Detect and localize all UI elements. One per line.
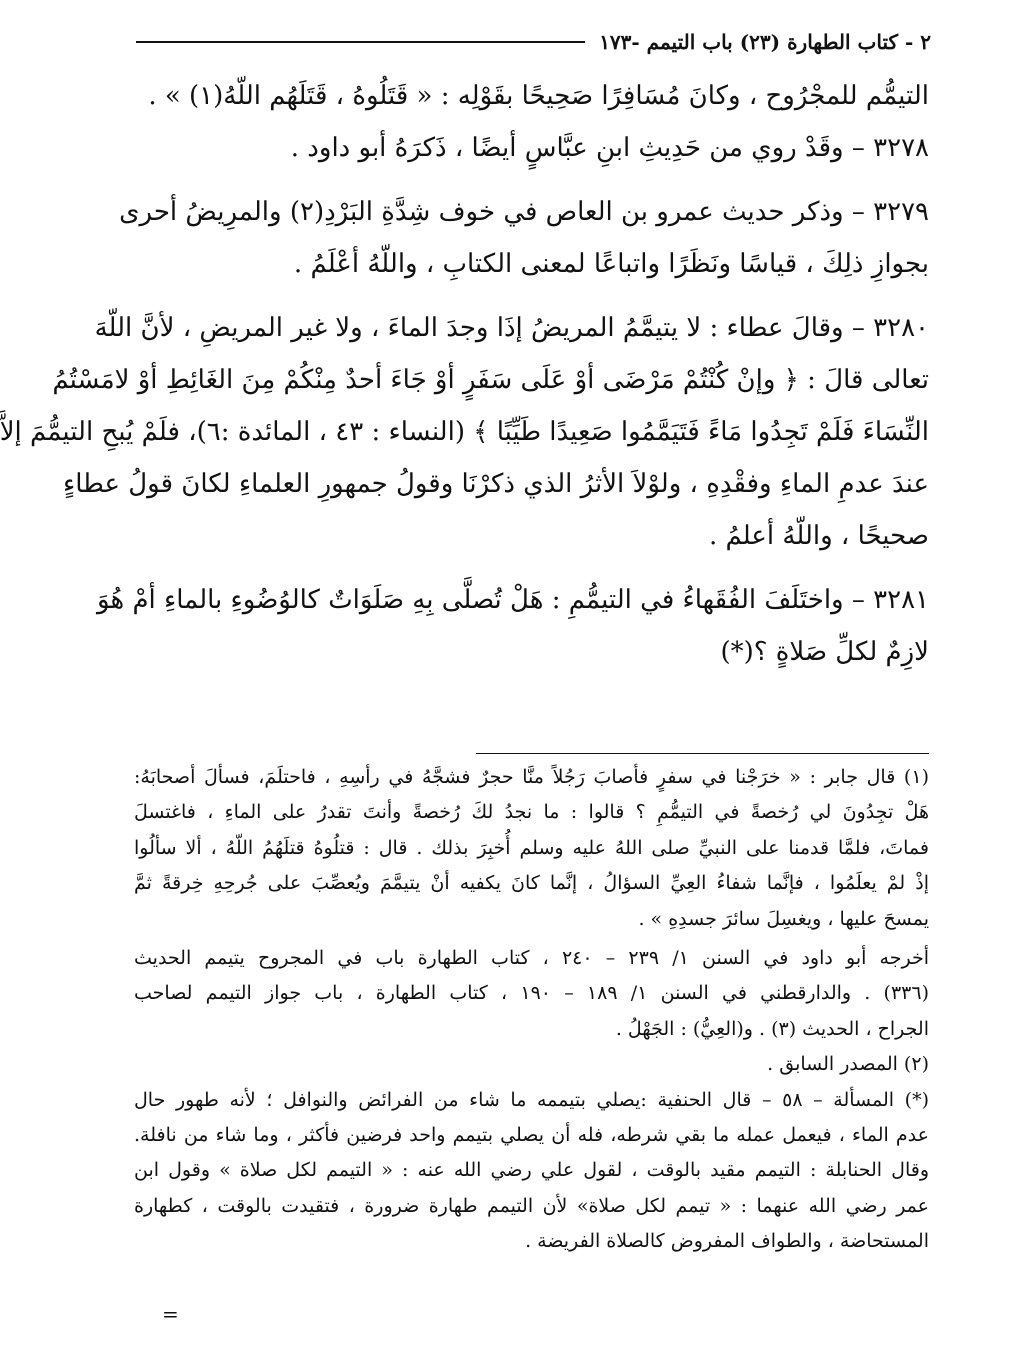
footnote-issue-58: (*) المسألة – ٥٨ – قال الحنفية :يصلي بتيممه ما شاء من الفرائض والنوافل ؛ لأنه طهور حال	[134, 1088, 930, 1111]
footnote-source: أخرجه أبو داود في السنن ١/ ٢٣٩ – ٢٤٠ ، كتاب الطهارة باب في المجروح يتيمم الحديث	[134, 946, 929, 969]
paragraph-line: بجوازِ ذلِكَ ، قياسًا ونَظَرًا واتباعًا لمعنى الكتابِ ، واللّهُ أعْلَمُ .	[293, 249, 929, 279]
paragraph-3279: ٣٢٧٩ – وذكر حديث عمرو بن العاص في خوف شِدَّةِ البَرْدِ(٢) والمرِيضُ أحرى	[119, 197, 929, 227]
footnote-line: المستحاضة ، والطواف المفروض كالصلاة الفريضة .	[525, 1230, 929, 1253]
continuation-mark: =	[162, 1302, 179, 1326]
footnote-1: (١) قال جابر : « خرَجْنا في سفرٍ فأصابَ رَجُلاً منَّا حجرٌ فشجَّهُ في رأسِهِ ، فاحتلَمَ، فسألَ أصحابَهُ:	[134, 766, 929, 788]
paragraph-line: عندَ عدمِ الماءِ وفقْدِهِ ، ولوْلاَ الأثرُ الذي ذكرْنَا وقولُ جمهورِ العلماءِ لكانَ قولُ عطاءٍ	[63, 469, 929, 499]
running-title: ٢ - كتاب الطهارة (٢٣) باب التيمم -١٧٣	[599, 30, 931, 54]
footnote-line: إذْ لمْ يعلَمُوا ، فإنَّما شفاءُ العِيِّ السؤالُ ، إنَّما كانَ يكفيه أنْ يتيمَّمَ ويُعصِّبَ على جُرحِهِ خِرقةً ثمَّ	[134, 872, 929, 895]
footnote-line: يمسحَ عليها ، ويغسِلَ سائرَ جسدِهِ » .	[638, 907, 929, 930]
paragraph-3280: ٣٢٨٠ – وقالَ عطاء : لا يتيمَّمُ المريضُ إذَا وجدَ الماءَ ، ولا غير المريضِ ، لأنَّ اللّهَ	[94, 313, 929, 343]
footnote-line: وقال الحنابلة : التيمم مقيد بالوقت ، لقول علي رضي الله عنه : « التيمم لكل صلاة » وقول ابن	[134, 1159, 929, 1182]
footnote-line: عدم الماء ، فيعمل عمله ما بقي شرطه، فله أن يصلي بتيمم واحد فرضين فأكثر ، وما شاء من نافلة.	[134, 1123, 929, 1146]
paragraph-line: تعالى قالَ : ﴿ وإنْ كُنْتُمْ مَرْضَى أوْ عَلَى سَفَرٍ أوْ جَاءَ أحدٌ مِنْكُمْ مِنَ الغَائِطِ أوْ لامَسْتُمُ	[52, 365, 929, 395]
paragraph-line: التيمُّم للمجْرُوح ، وكانَ مُسَافِرًا صَحِيحًا بقَوْلِه : « قَتَلُوهُ ، قَتَلَهُم اللّهُ(١) » .	[148, 81, 929, 111]
running-header	[136, 22, 931, 62]
paragraph-3281: ٣٢٨١ – واختَلَفَ الفُقَهاءُ في التيمُّمِ : هَلْ تُصلَّى بِهِ صَلَوَاتٌ كالوُضُوءِ بالماءِ أمْ هُوَ	[97, 585, 929, 615]
paragraph-line: النِّسَاءَ فَلَمْ تَجِدُوا مَاءً فَتَيَمَّمُوا صَعِيدًا طَيِّبًا ﴾ (النساء : ٤٣ ، المائدة :٦)، فلَمْ يُبحِ التيمُّمَ إلاَّ	[0, 417, 929, 447]
footnote-line: الجراح ، الحديث (٣) . و(العِيُّ) : الجَهْلُ .	[615, 1017, 929, 1040]
main-text	[0, 70, 929, 678]
footnote-2: (٢) المصدر السابق .	[767, 1053, 929, 1076]
paragraph-line: لازِمٌ لكلِّ صَلاةٍ ؟(*)	[720, 637, 929, 667]
footnote-separator	[476, 753, 929, 754]
header-rule	[136, 41, 585, 43]
footnotes	[134, 760, 929, 1259]
footnote-line: (٣٣٦) . والدارقطني في السنن ١/ ١٨٩ – ١٩٠ ، كتاب الطهارة ، باب جواز التيمم لصاحب	[134, 982, 929, 1005]
paragraph-line: صحيحًا ، واللّهُ أعلمُ .	[708, 521, 929, 551]
footnote-line: عمر رضي الله عنهما : « تيمم لكل صلاة» لأن التيمم طهارة ضرورة ، فتقيدت بالوقت ، كطهارة	[134, 1194, 929, 1217]
footnote-line: فماتَ، فلمَّا قدمنا على النبيِّ صلى اللهُ عليه وسلم أُخبِرَ بذلك . قال : قتلُوهُ قتلَهُمُ اللّهُ ، ألا سألُوا	[134, 836, 929, 859]
footnote-line: هَلْ تجِدُونَ لي رُخصةً في التيمُّمِ ؟ قالوا : ما نجدُ لكَ رُخصةً وأنتَ تقدرُ على الماءِ ، فاغتسلَ	[134, 801, 929, 824]
paragraph-3278: ٣٢٧٨ – وقَدْ روي من حَدِيثِ ابنِ عبَّاسٍ أيضًا ، ذَكرَهُ أبو داود .	[290, 133, 929, 163]
